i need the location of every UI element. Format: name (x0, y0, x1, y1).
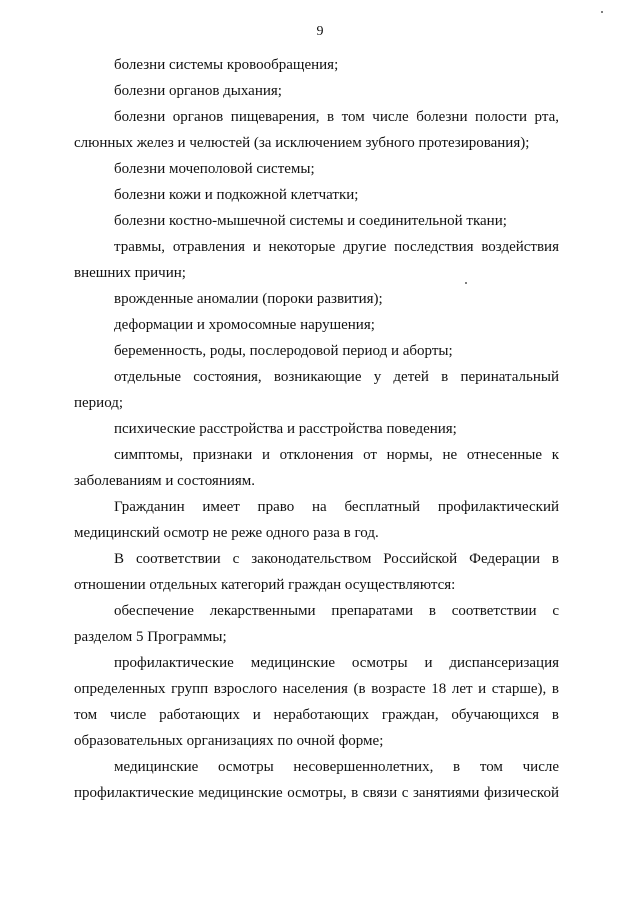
paragraph: травмы, отравления и некоторые другие последствия воздействия внешних причин; (74, 239, 559, 281)
paragraph: симптомы, признаки и отклонения от нормы, не отнесенные к заболеваниям и состояниям. (74, 447, 559, 489)
paragraph: болезни мочеполовой системы; (114, 161, 315, 177)
paragraph: врожденные аномалии (пороки развития); (114, 291, 383, 307)
paragraph: психические расстройства и расстройства поведения; (114, 421, 457, 437)
paragraph: болезни органов пищеварения, в том числе болезни полости рта, слюнных желез и челюстей (за исключением зубного протезирования); (74, 109, 559, 151)
paragraph: профилактические медицинские осмотры и диспансеризация определенных групп взрослого населения (в возрасте 18 лет и старше), в том числе работающих и неработающих граждан, обучающихся в образовательных организациях по очной форме; (74, 655, 559, 749)
paragraph: обеспечение лекарственными препаратами в соответствии с разделом 5 Программы; (74, 603, 559, 645)
paragraph: Гражданин имеет право на бесплатный профилактический медицинский осмотр не реже одного раза в год. (74, 499, 559, 541)
paragraph: болезни органов дыхания; (114, 83, 282, 99)
paragraph: болезни костно-мышечной системы и соединительной ткани; (114, 213, 507, 229)
paragraph: беременность, роды, послеродовой период и аборты; (114, 343, 453, 359)
paragraph: болезни кожи и подкожной клетчатки; (114, 187, 359, 203)
paragraph: В соответствии с законодательством Российской Федерации в отношении отдельных категорий граждан осуществляются: (74, 551, 559, 593)
paragraph: отдельные состояния, возникающие у детей в перинатальный период; (74, 369, 559, 411)
paragraph: болезни системы кровообращения; (114, 57, 339, 73)
paragraph: деформации и хромосомные нарушения; (114, 317, 375, 333)
scan-speck (601, 11, 603, 13)
paragraph: медицинские осмотры несовершеннолетних, в том числе профилактические медицинские осмотры, в связи с занятиями физической (74, 759, 559, 801)
page-number: 9 (316, 24, 324, 39)
document-body (74, 52, 559, 806)
